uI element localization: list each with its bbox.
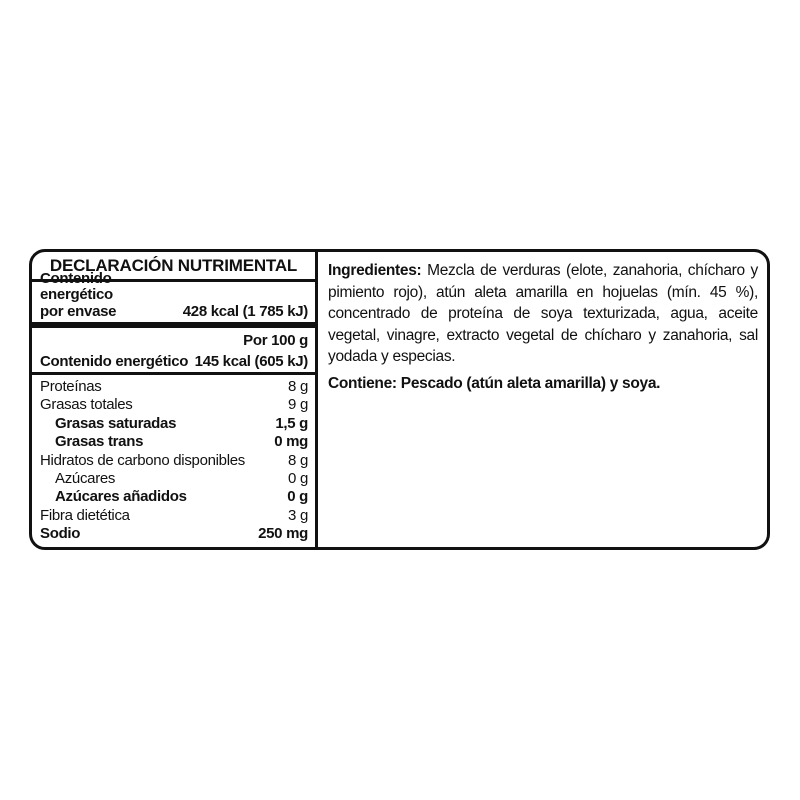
nutrition-title: DECLARACIÓN NUTRIMENTAL	[32, 252, 315, 282]
nutrient-name: Grasas totales	[40, 396, 133, 414]
nutrient-value: 3 g	[288, 506, 308, 524]
table-row-azucares-anadidos	[40, 488, 308, 506]
table-row-sodio	[40, 525, 308, 543]
nutrition-facts-panel	[32, 252, 318, 547]
nutrient-name: Hidratos de carbono disponibles	[40, 451, 245, 469]
nutrient-value: 8 g	[288, 378, 308, 395]
energy-per-100g-value: 145 kcal (605 kJ)	[194, 353, 308, 370]
ingredients-paragraph	[328, 260, 758, 368]
nutrient-value: 0 mg	[274, 433, 308, 451]
nutrient-name: Azúcares	[55, 469, 116, 487]
energy-per-package-row	[32, 269, 315, 328]
nutrient-value: 250 mg	[258, 525, 308, 542]
allergen-statement: Contiene: Pescado (atún aleta amarilla) y soya.	[328, 374, 661, 392]
nutrient-value: 0 g	[288, 469, 308, 487]
energy-per-100g-section	[32, 328, 315, 375]
nutrient-value: 1,5 g	[275, 414, 308, 432]
ingredients-text: Mezcla de verduras (elote, zanahoria, chícharo y pimiento rojo), atún aleta amarilla en hojuelas (mín. 45 %), concentrado de proteína de soya texturizada, agua, aceite vegetal, vinagre, extracto vegetal de chícharo y zanahoria, sal yodada y especias.	[328, 262, 758, 365]
energy-per-package-label-line2: por envase	[40, 302, 117, 320]
per-100g-header: Por 100 g	[243, 332, 308, 349]
nutrition-label	[29, 249, 770, 550]
table-row-fibra	[40, 507, 308, 525]
table-row-proteinas	[40, 378, 308, 396]
energy-per-100g-row	[40, 353, 308, 370]
nutrient-value: 0 g	[287, 488, 308, 506]
nutrient-name: Proteínas	[40, 378, 102, 395]
nutrient-name: Sodio	[40, 525, 81, 542]
nutrient-name: Grasas saturadas	[55, 414, 177, 432]
nutrient-value: 9 g	[288, 396, 308, 414]
table-row-grasas-totales	[40, 396, 308, 414]
ingredients-panel	[318, 252, 767, 547]
table-row-hidratos	[40, 452, 308, 470]
table-row-grasas-trans	[40, 433, 308, 451]
ingredients-label: Ingredientes:	[328, 262, 422, 279]
energy-per-package-value: 428 kcal (1 785 kJ)	[182, 302, 308, 320]
nutrient-name: Azúcares añadidos	[55, 488, 187, 506]
energy-per-package-label	[40, 271, 183, 321]
table-row-azucares	[40, 470, 308, 488]
energy-per-package-label-line1: Contenido energético	[40, 269, 113, 303]
nutrient-value: 8 g	[288, 451, 308, 469]
nutrient-name: Grasas trans	[55, 433, 144, 451]
nutrient-rows	[32, 375, 315, 547]
energy-per-100g-label: Contenido energético	[40, 353, 189, 370]
nutrient-name: Fibra dietética	[40, 506, 130, 524]
table-row-grasas-saturadas	[40, 415, 308, 433]
